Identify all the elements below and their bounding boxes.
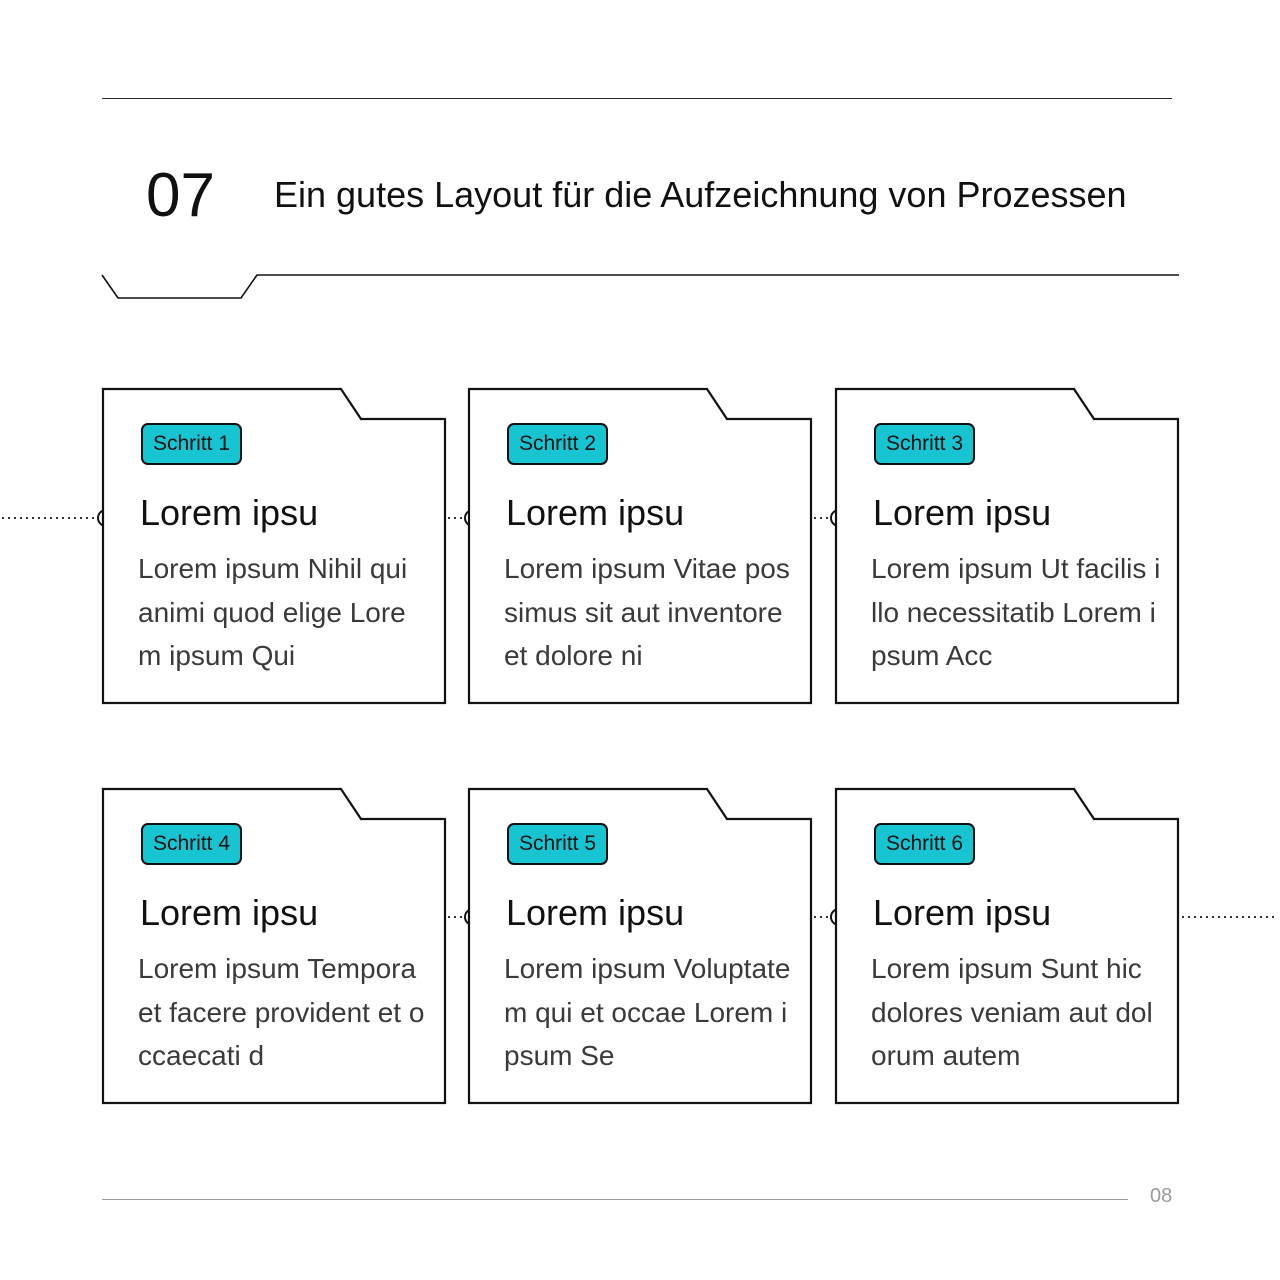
step-title: Lorem ipsu [873,492,1052,533]
header-divider [0,0,1280,320]
step-description: Lorem ipsum Nihil qui animi quod elige Lorem ipsum Qui [138,553,408,671]
section-number: 07 [146,161,215,230]
step-badge: Schritt 3 [874,423,975,465]
step-title: Lorem ipsu [506,492,685,533]
step-card-2 [467,387,813,705]
step-title: Lorem ipsu [873,892,1052,933]
step-description: Lorem ipsum Tempora et facere provident et occaecati d [138,953,425,1071]
step-description: Lorem ipsum Voluptatem qui et occae Lorem ipsum Se [504,953,791,1071]
step-badge: Schritt 4 [141,823,242,865]
step-card-6 [834,787,1180,1105]
step-badge: Schritt 2 [507,423,608,465]
step-title: Lorem ipsu [506,892,685,933]
step-description: Lorem ipsum Vitae possimus sit aut inventore et dolore ni [504,553,790,671]
step-title: Lorem ipsu [140,892,319,933]
step-badge: Schritt 1 [141,423,242,465]
footer-rule [102,1199,1128,1200]
step-card-3 [834,387,1180,705]
section-title: Ein gutes Layout für die Aufzeichnung von Prozessen [274,174,1127,215]
step-badge: Schritt 6 [874,823,975,865]
step-description: Lorem ipsum Sunt hic dolores veniam aut dolorum autem [871,953,1153,1071]
page-number: 08 [1150,1185,1173,1207]
step-card-5 [467,787,813,1105]
step-badge: Schritt 5 [507,823,608,865]
step-title: Lorem ipsu [140,492,319,533]
step-description: Lorem ipsum Ut facilis illo necessitatib Lorem ipsum Acc [871,553,1161,671]
step-card-1 [101,387,447,705]
step-card-4 [101,787,447,1105]
